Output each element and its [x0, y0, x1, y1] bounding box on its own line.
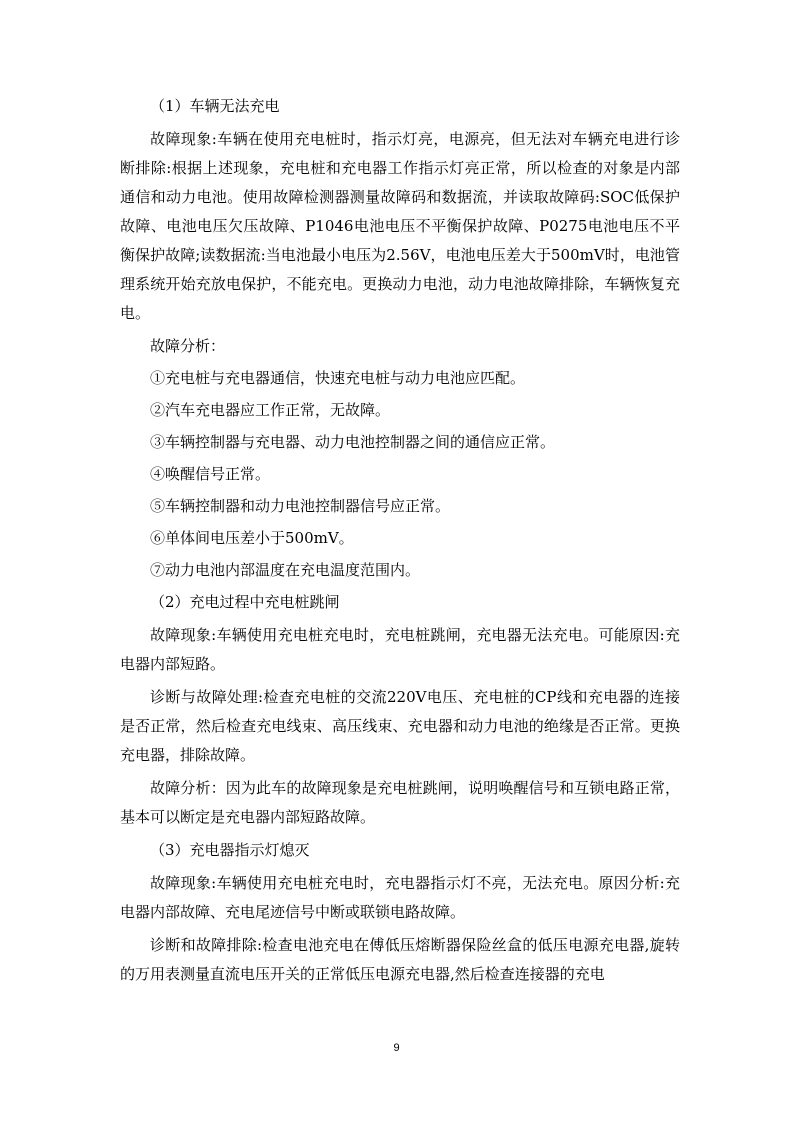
- fault-analysis-paragraph-2: 故障分析：因为此车的故障现象是充电桩跳闸，说明唤醒信号和互锁电路正常，基本可以断定是充电器内部短路故障。: [120, 779, 680, 826]
- analysis-item-1: ①充电桩与充电器通信，快速充电桩与动力电池应匹配。: [150, 369, 526, 387]
- fault-symptom-paragraph-1: 故障现象:车辆在使用充电桩时，指示灯亮，电源亮，但无法对车辆充电进行诊断排除:根据上述现象，充电桩和充电器工作指示灯亮正常，所以检查的对象是内部通信和动力电池。使用故障检测器测量故障码和数据流，并读取故障码:SOC低保护故障、电池电压欠压故障、P1046电池电压不平衡保护故障、P0275电池电压不平衡保护故障;读数据流:当电池最小电压为2.56V，电池电压差大于500mV时，电池管理系统开始充放电保护，不能充电。更换动力电池，动力电池故障排除，车辆恢复充电。: [120, 130, 680, 322]
- diagnosis-paragraph-3: 诊断和故障排除:检查电池充电在傅低压熔断器保险丝盒的低压电源充电器,旋转的万用表测量直流电压开关的正常低压电源充电器,然后检查连接器的充电: [120, 936, 680, 983]
- diagnosis-paragraph-2: 诊断与故障处理:检查充电桩的交流220V电压、充电桩的CP线和充电器的连接是否正常，然后检查充电线束、高压线束、充电器和动力电池的绝缘是否正常。更换充电器，排除故障。: [120, 688, 680, 764]
- section-heading-2: （2）充电过程中充电桩跳闸: [150, 593, 340, 611]
- analysis-item-7: ⑦动力电池内部温度在充电温度范围内。: [150, 561, 421, 579]
- section-heading-3: （3）充电器指示灯熄灭: [150, 841, 310, 859]
- document-body: [120, 92, 680, 993]
- fault-analysis-heading: 故障分析：: [150, 337, 226, 355]
- analysis-item-3: ③车辆控制器与充电器、动力电池控制器之间的通信应正常。: [150, 433, 556, 451]
- section-heading-1: （1）车辆无法充电: [150, 97, 280, 115]
- page-number: 9: [393, 1042, 400, 1054]
- analysis-item-6: ⑥单体间电压差小于500mV。: [150, 529, 354, 547]
- analysis-item-5: ⑤车辆控制器和动力电池控制器信号应正常。: [150, 497, 451, 515]
- analysis-item-4: ④唤醒信号正常。: [150, 465, 271, 483]
- analysis-item-2: ②汽车充电器应工作正常，无故障。: [150, 401, 391, 419]
- fault-symptom-paragraph-2: 故障现象:车辆使用充电桩充电时，充电桩跳闸，充电器无法充电。可能原因:充电器内部短路。: [120, 626, 680, 673]
- fault-symptom-paragraph-3: 故障现象:车辆使用充电桩充电时，充电器指示灯不亮，无法充电。原因分析:充电器内部故障、充电尾迹信号中断或联锁电路故障。: [120, 874, 680, 921]
